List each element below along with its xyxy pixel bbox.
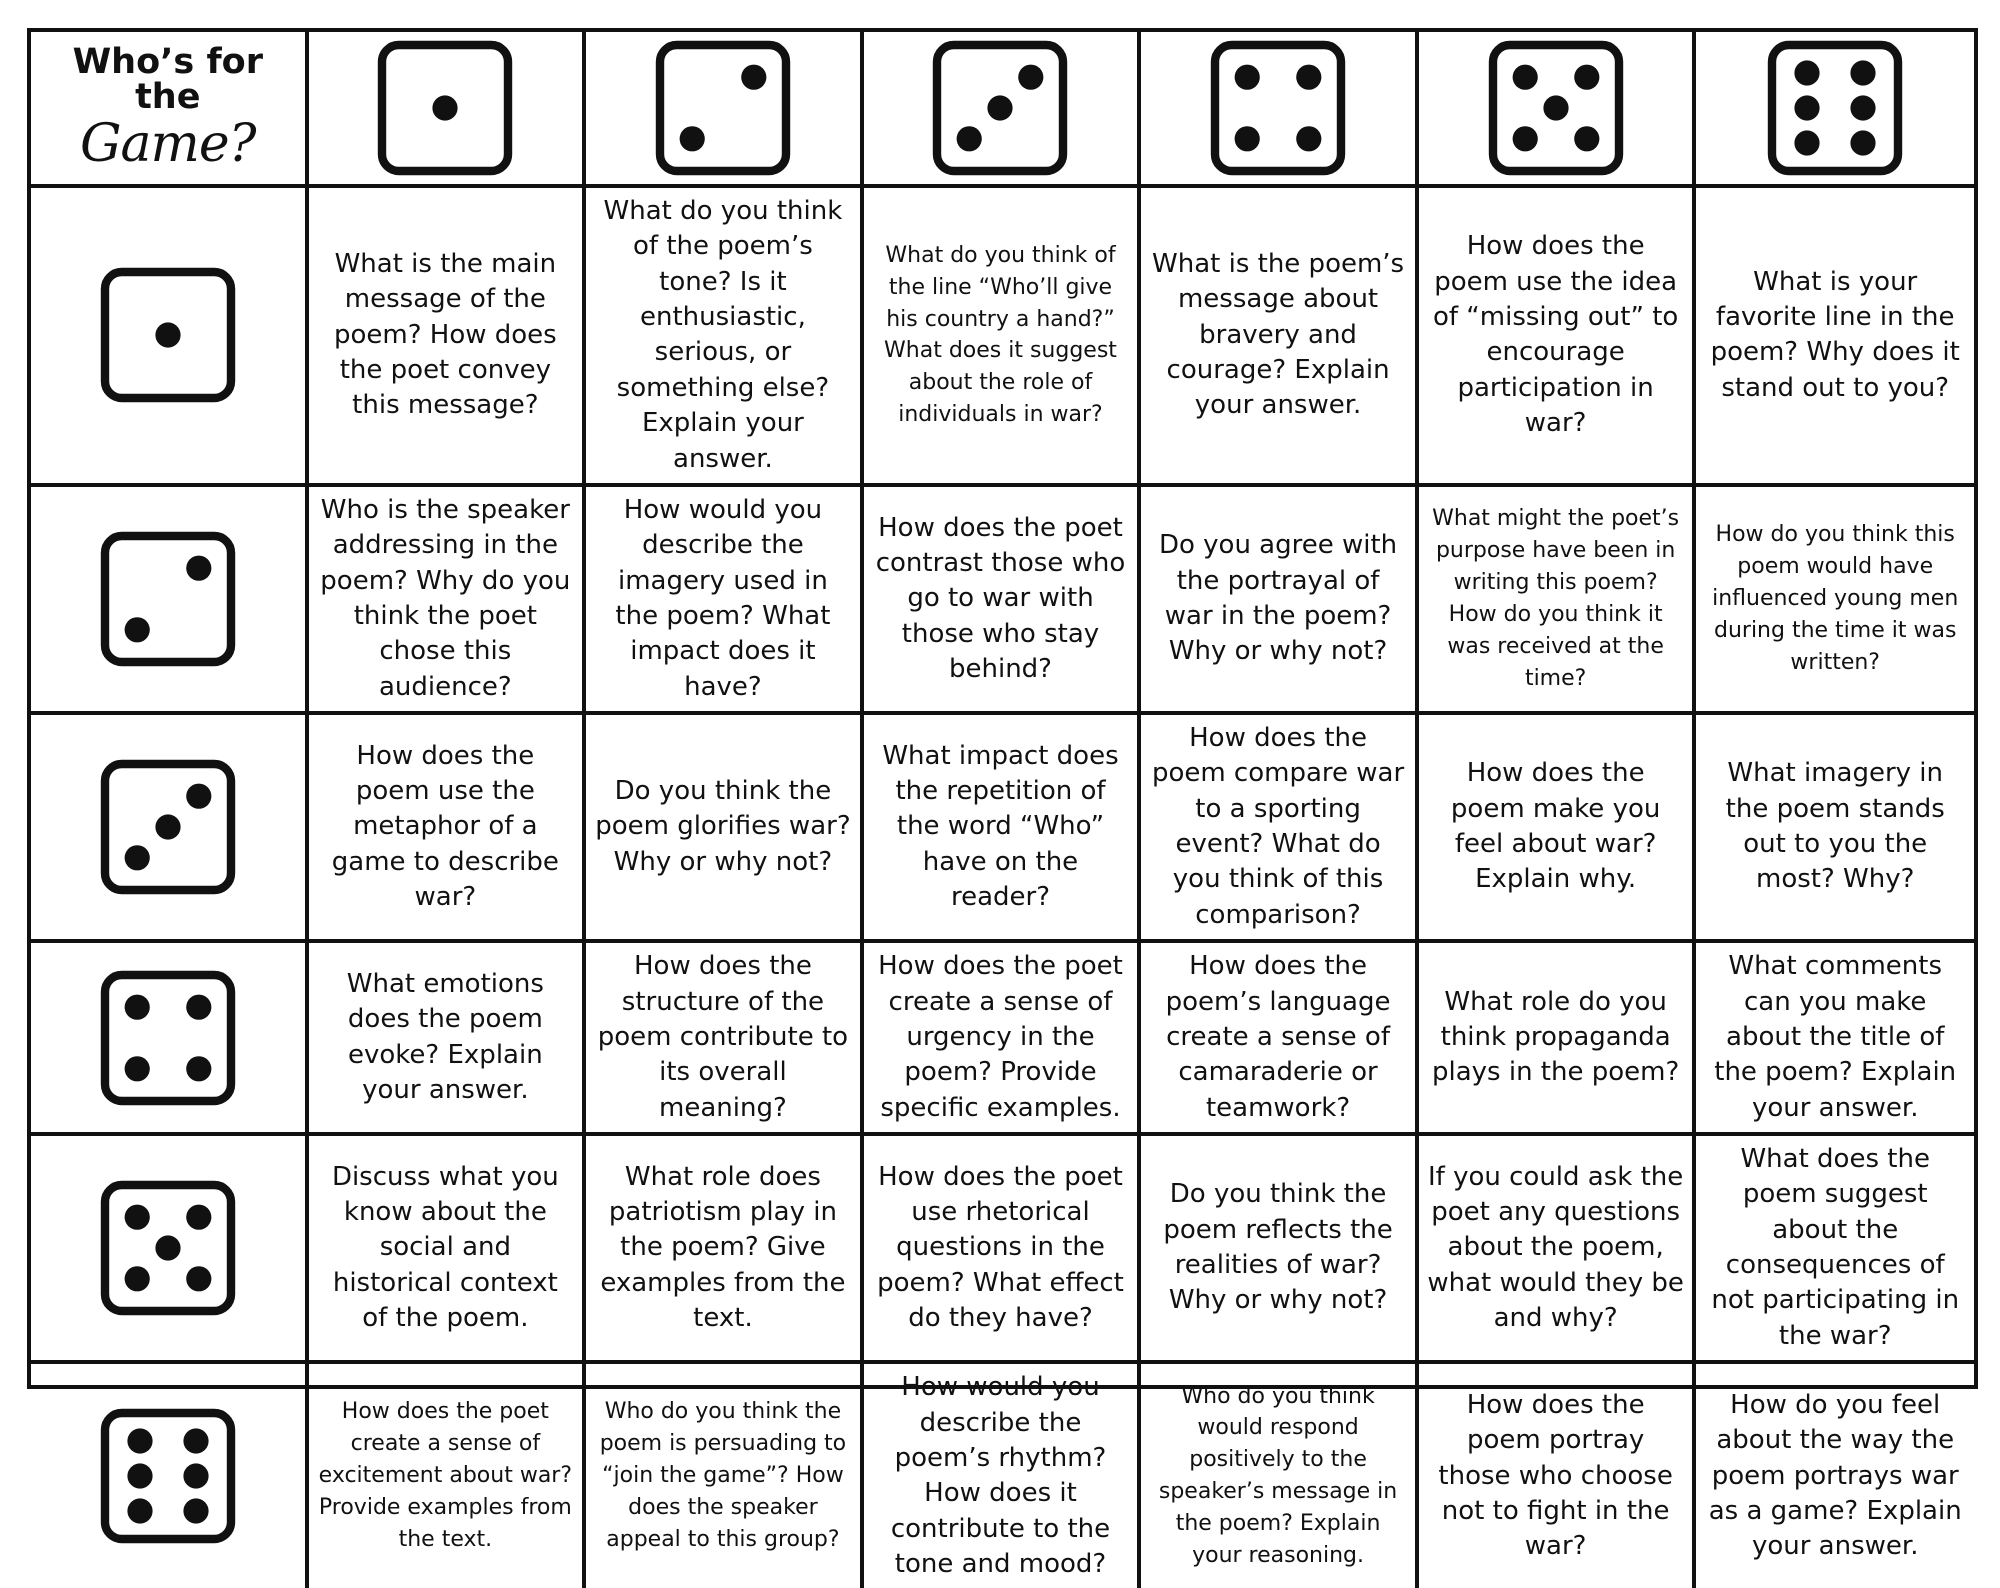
pip [186, 784, 211, 809]
question-cell [586, 1136, 864, 1364]
pip [1574, 126, 1599, 151]
die-face-1-icon [98, 265, 238, 405]
question-text: Do you think the poem glorifies war? Why or why not? [595, 776, 851, 877]
pip [1235, 65, 1260, 90]
header-die-cell [586, 32, 864, 188]
question-cell [1419, 1136, 1697, 1364]
question-text: If you could ask the poet any questions about the poem, what would they be and why? [1427, 1161, 1684, 1334]
question-cell [309, 715, 587, 943]
pip [124, 1266, 149, 1291]
question-cell [864, 1364, 1142, 1588]
question-text: What might the poet’s purpose have been in writing this poem? How do you think it was received at the time? [1432, 506, 1680, 691]
pip [127, 1499, 152, 1524]
question-cell [586, 487, 864, 715]
pip [155, 323, 180, 348]
pip [1851, 130, 1876, 155]
question-text: What impact does the repetition of the word “Who” have on the reader? [882, 740, 1119, 913]
question-text: What is the poem’s message about bravery and courage? Explain your answer. [1152, 249, 1405, 421]
pip [1795, 60, 1820, 85]
question-text: Discuss what you know about the social and historical context of the poem. [331, 1161, 559, 1334]
question-cell [1696, 188, 1974, 487]
question-text: How does the poet create a sense of excitement about war? Provide examples from the text. [318, 1399, 573, 1553]
question-text: How would you describe the imagery used in the poem? What impact does it have? [615, 494, 831, 702]
question-text: What comments can you make about the title of the poem? Explain your answer. [1714, 951, 1957, 1123]
question-cell [1141, 487, 1419, 715]
die-face-3-icon [98, 757, 238, 897]
question-text: Who do you think would respond positively to the speaker’s message in the poem? Explain your reasoning. [1158, 1383, 1398, 1568]
question-text: What imagery in the poem stands out to you the most? Why? [1725, 758, 1945, 895]
die-face-4-icon [98, 968, 238, 1108]
question-text: What emotions does the poem evoke? Explain your answer. [346, 968, 544, 1105]
question-cell [1696, 1136, 1974, 1364]
pip [1512, 126, 1537, 151]
row-die-cell [31, 188, 309, 487]
question-cell [1141, 943, 1419, 1136]
pip [124, 1056, 149, 1081]
question-cell [864, 487, 1142, 715]
question-cell [1419, 715, 1697, 943]
pip [1296, 126, 1321, 151]
pip [127, 1464, 152, 1489]
pip [1795, 95, 1820, 120]
question-cell [1696, 487, 1974, 715]
question-text: How does the poet create a sense of urgency in the poem? Provide specific examples. [878, 951, 1123, 1123]
question-cell [309, 943, 587, 1136]
pip [1296, 65, 1321, 90]
question-cell [309, 487, 587, 715]
question-cell [1419, 1364, 1697, 1588]
pip [124, 994, 149, 1019]
question-cell [1419, 188, 1697, 487]
question-text: What does the poem suggest about the consequences of not participating in the war? [1711, 1143, 1960, 1351]
pip [680, 126, 705, 151]
question-cell [1696, 1364, 1974, 1588]
row-die-cell [31, 487, 309, 715]
question-text: How do you feel about the way the poem portrays war as a game? Explain your answer. [1708, 1389, 1962, 1562]
question-text: How does the poet contrast those who go to war with those who stay behind? [875, 512, 1126, 684]
pip [124, 845, 149, 870]
question-text: How does the poem portray those who choose not to fight in the war? [1438, 1389, 1673, 1562]
question-text: Do you think the poem reflects the realities of war? Why or why not? [1163, 1179, 1393, 1316]
question-text: Who is the speaker addressing in the poem? Why do you think the poet chose this audience? [320, 494, 571, 702]
title-line-2: the [135, 76, 201, 117]
pip [183, 1429, 208, 1454]
pip [127, 1429, 152, 1454]
question-cell [1141, 188, 1419, 487]
question-cell [1696, 715, 1974, 943]
title-script: Game? [80, 113, 256, 174]
title-line-1: Who’s for [72, 41, 263, 82]
header-die-cell [1696, 32, 1974, 188]
pip [1795, 130, 1820, 155]
question-cell [586, 1364, 864, 1588]
question-text: How would you describe the poem’s rhythm? How does it contribute to the tone and mood? [890, 1372, 1111, 1579]
header-die-cell [1141, 32, 1419, 188]
question-cell [586, 188, 864, 487]
question-text: What is the main message of the poem? How does the poet convey this message? [333, 249, 557, 421]
question-text: What do you think of the line “Who’ll give his country a hand?” What does it suggest about the role of individuals in war? [884, 242, 1117, 428]
question-cell [1419, 487, 1697, 715]
pip [186, 1266, 211, 1291]
question-cell [1141, 715, 1419, 943]
question-text: How does the poet use rhetorical questions in the poem? What effect do they have? [877, 1161, 1124, 1334]
question-cell [1141, 1364, 1419, 1588]
pip [183, 1464, 208, 1489]
question-text: How do you think this poem would have influenced young men during the time it was written? [1712, 522, 1959, 675]
question-text: How does the poem’s language create a sense of camaraderie or teamwork? [1165, 951, 1391, 1123]
question-cell [1696, 943, 1974, 1136]
question-cell [309, 188, 587, 487]
pip [186, 556, 211, 581]
die-face-6-icon [1765, 38, 1905, 178]
question-text: Do you agree with the portrayal of war in the poem? Why or why not? [1158, 530, 1398, 667]
pip [186, 1205, 211, 1230]
pip [1851, 60, 1876, 85]
question-text: How does the poem compare war to a sporting event? What do you think of this comparison? [1151, 723, 1405, 930]
game-title [72, 41, 263, 174]
pip [988, 95, 1013, 120]
pip [155, 815, 180, 840]
pip [957, 126, 982, 151]
row-die-cell [31, 943, 309, 1136]
question-text: How does the poem make you feel about war? Explain why. [1450, 758, 1661, 895]
row-die-cell [31, 1136, 309, 1364]
pip [186, 994, 211, 1019]
header-die-cell [864, 32, 1142, 188]
question-text: Who do you think the poem is persuading to “join the game”? How does the speaker appeal to this group? [599, 1399, 847, 1553]
question-text: What do you think of the poem’s tone? Is it enthusiastic, serious, or something else? Explain your answer. [603, 196, 843, 474]
question-cell [864, 715, 1142, 943]
die-face-3-icon [930, 38, 1070, 178]
question-cell [309, 1364, 587, 1588]
die-face-2-icon [98, 529, 238, 669]
question-text: How does the structure of the poem contribute to its overall meaning? [597, 951, 849, 1123]
question-cell [1419, 943, 1697, 1136]
die-face-4-icon [1208, 38, 1348, 178]
header-die-cell [1419, 32, 1697, 188]
title-cell [31, 32, 309, 188]
row-die-cell [31, 1364, 309, 1588]
question-text: How does the poem use the metaphor of a game to describe war? [331, 740, 559, 913]
question-cell [586, 943, 864, 1136]
pip [741, 65, 766, 90]
pip [1851, 95, 1876, 120]
pip [1574, 65, 1599, 90]
pip [183, 1499, 208, 1524]
pip [1543, 95, 1568, 120]
die-face-5-icon [98, 1178, 238, 1318]
pip [433, 95, 458, 120]
question-cell [586, 715, 864, 943]
pip [124, 617, 149, 642]
pip [155, 1235, 180, 1260]
pip [1235, 126, 1260, 151]
question-grid [27, 28, 1978, 1579]
question-cell [864, 943, 1142, 1136]
question-cell [309, 1136, 587, 1364]
question-text: What role does patriotism play in the poem? Give examples from the text. [600, 1161, 846, 1334]
pip [1019, 65, 1044, 90]
question-text: What role do you think propaganda plays in the poem? [1431, 986, 1680, 1088]
row-die-cell [31, 715, 309, 943]
question-text: What is your favorite line in the poem? Why does it stand out to you? [1710, 266, 1960, 403]
question-cell [1141, 1136, 1419, 1364]
die-face-1-icon [375, 38, 515, 178]
question-cell [864, 1136, 1142, 1364]
die-face-6-icon [98, 1406, 238, 1546]
question-cell [864, 188, 1142, 487]
die-face-5-icon [1486, 38, 1626, 178]
pip [1512, 65, 1537, 90]
header-die-cell [309, 32, 587, 188]
pip [124, 1205, 149, 1230]
question-text: How does the poem use the idea of “missing out” to encourage participation in war? [1432, 231, 1679, 439]
pip [186, 1056, 211, 1081]
die-face-2-icon [653, 38, 793, 178]
